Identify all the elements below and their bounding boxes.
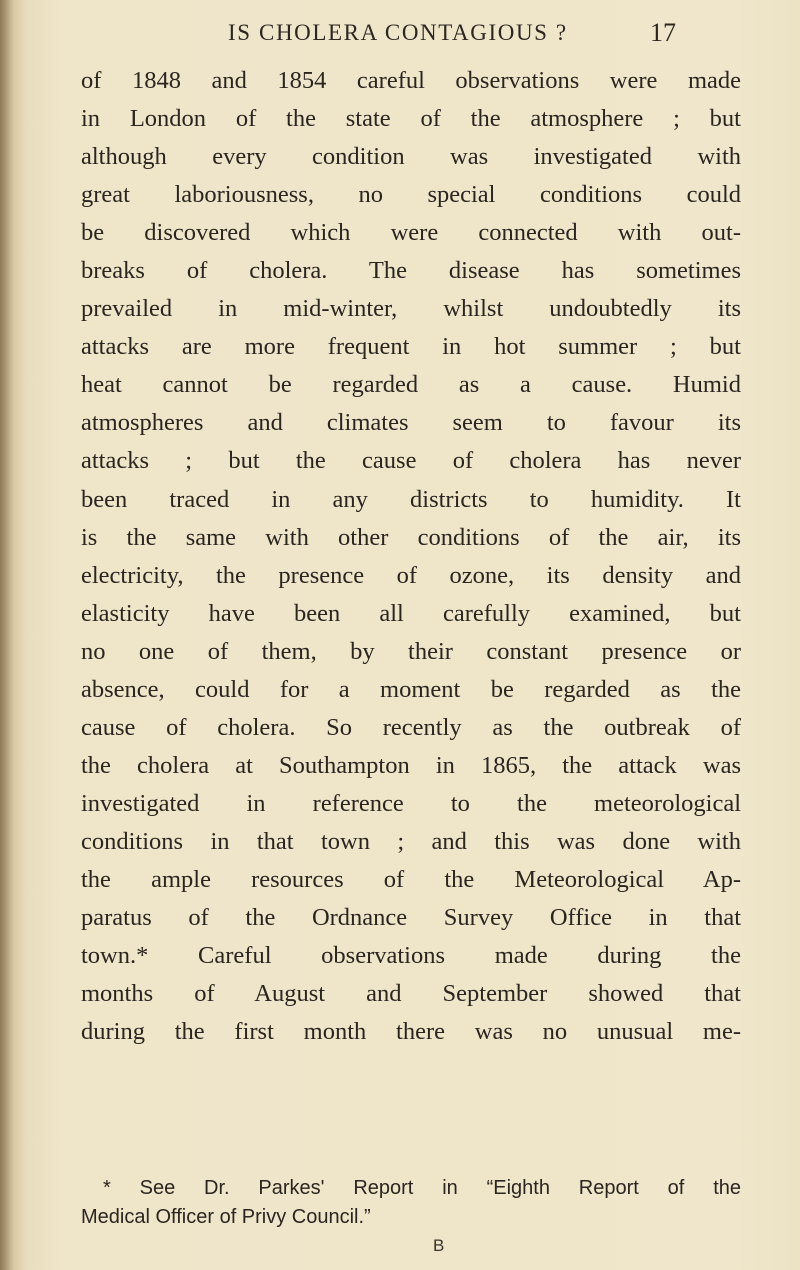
text-line: attacks ; but the cause of cholera has never	[81, 447, 741, 475]
text-line: prevailed in mid-winter, whilst undoubtedly its	[81, 295, 741, 323]
text-line: been traced in any districts to humidity. It	[81, 485, 741, 513]
running-head	[0, 14, 800, 54]
text-line: cause of cholera. So recently as the outbreak of	[81, 713, 741, 741]
text-line: although every condition was investigated with	[81, 143, 741, 171]
text-line: attacks are more frequent in hot summer ; but	[81, 333, 741, 361]
text-line: the cholera at Southampton in 1865, the attack was	[81, 751, 741, 779]
text-line: atmospheres and climates seem to favour its	[81, 409, 741, 437]
text-line: conditions in that town ; and this was done with	[81, 827, 741, 855]
text-line: elasticity have been all carefully examined, but	[81, 599, 741, 627]
footnote	[81, 1174, 741, 1232]
text-line: during the first month there was no unusual me-	[81, 1018, 741, 1046]
text-line: of 1848 and 1854 careful observations were made	[81, 67, 741, 94]
body-text	[81, 62, 741, 1051]
text-line: the ample resources of the Meteorological Ap-	[81, 865, 741, 893]
footnote-line: Medical Officer of Privy Council.”	[81, 1206, 371, 1228]
text-line: be discovered which were connected with out-	[81, 219, 741, 247]
text-line: paratus of the Ordnance Survey Office in that	[81, 904, 741, 932]
text-line: in London of the state of the atmosphere ; but	[81, 105, 741, 133]
page-number: 17	[650, 18, 676, 47]
text-line: great laboriousness, no special conditions could	[81, 181, 741, 209]
text-line: town.* Careful observations made during the	[81, 942, 741, 970]
text-line: breaks of cholera. The disease has sometimes	[81, 257, 741, 285]
footnote-line: * See Dr. Parkes' Report in “Eighth Report of the	[103, 1177, 741, 1199]
text-line: is the same with other conditions of the air, its	[81, 523, 741, 551]
signature-mark: B	[433, 1236, 445, 1255]
text-line: investigated in reference to the meteorological	[81, 789, 741, 817]
text-line: no one of them, by their constant presence or	[81, 637, 741, 665]
text-line: absence, could for a moment be regarded as the	[81, 675, 741, 703]
text-line: months of August and September showed that	[81, 980, 741, 1008]
text-line: heat cannot be regarded as a cause. Humid	[81, 371, 741, 399]
spine-shadow	[0, 0, 14, 1270]
running-title: IS CHOLERA CONTAGIOUS ?	[228, 20, 568, 45]
text-line: electricity, the presence of ozone, its density and	[81, 561, 741, 589]
